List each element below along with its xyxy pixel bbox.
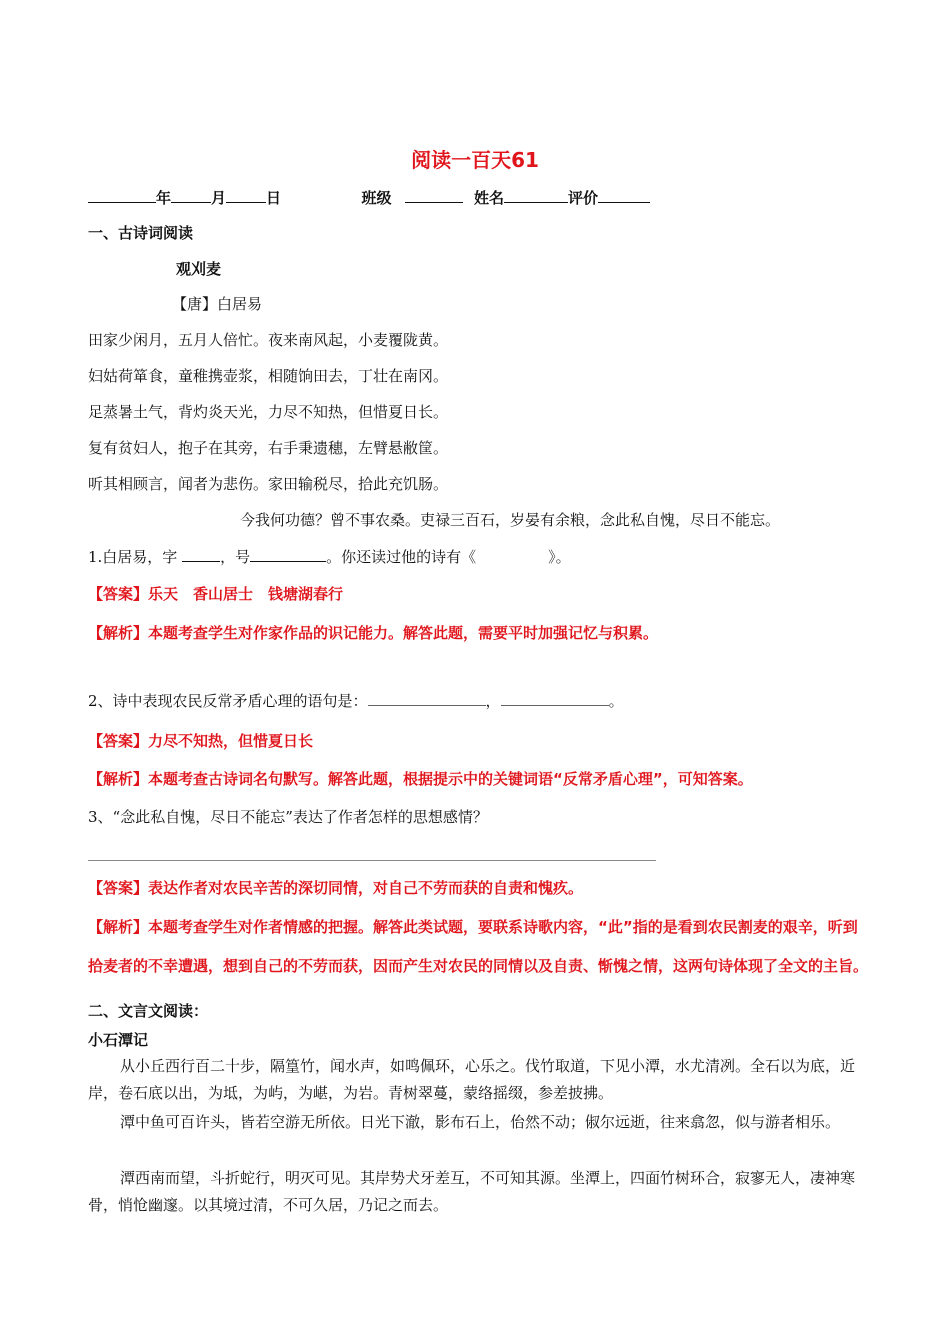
q3-answer-text: 表达作者对农民辛苦的深切同情，对自己不劳而获的自责和愧疚。 xyxy=(148,879,584,897)
answer-tag: 【答案】 xyxy=(88,732,149,750)
month-blank[interactable] xyxy=(171,186,211,203)
analysis-tag: 【解析】 xyxy=(88,770,149,788)
q1-answer xyxy=(88,583,343,605)
day-label: 日 xyxy=(266,189,282,207)
q1-analysis xyxy=(88,622,658,644)
essay-paragraph: 从小丘西行百二十步，隔篁竹，闻水声，如鸣佩环，心乐之。伐竹取道，下见小潭，水尤清冽。全石以为底，近岸，卷石底以出，为坻，为屿，为嵁，为岩。青树翠蔓，蒙络摇缀，参差披拂。 xyxy=(88,1057,856,1102)
q1-mid: ，号 xyxy=(220,548,251,566)
q2-analysis-text: 本题考查古诗词名句默写。解答此题，根据提示中的关键词语“反常矛盾心理”，可知答案。 xyxy=(148,770,753,788)
poem-line: 足蒸暑土气，背灼炎天光，力尽不知热，但惜夏日长。 xyxy=(88,403,449,421)
poem-line: 田家少闲月，五月人倍忙。夜来南风起，小麦覆陇黄。 xyxy=(88,331,449,349)
eval-label: 评价 xyxy=(568,189,599,207)
q3-analysis-text-1: 本题考查学生对作者情感的把握。解答此类试题，要联系诗歌内容，“此”指的是看到农民割麦的艰辛，听到 xyxy=(148,918,858,936)
month-label: 月 xyxy=(211,189,227,207)
q2-answer-text: 力尽不知热，但惜夏日长 xyxy=(148,732,314,750)
q2-answer xyxy=(88,730,313,752)
year-blank[interactable] xyxy=(88,186,156,203)
q3-answer xyxy=(88,877,583,899)
poem-line: 妇姑荷箪食，童稚携壶浆，相随饷田去，丁壮在南冈。 xyxy=(88,367,449,385)
question-1 xyxy=(88,545,571,568)
class-blank[interactable] xyxy=(405,186,463,203)
q2-blank-1[interactable] xyxy=(368,691,486,706)
q2-end: 。 xyxy=(608,692,624,710)
class-label: 班级 xyxy=(361,189,392,207)
essay-paragraph: 潭中鱼可百许头，皆若空游无所依。日光下澈，影布石上，佁然不动；俶尔远逝，往来翕忽，似与游者相乐。 xyxy=(120,1113,841,1131)
name-blank[interactable] xyxy=(504,186,568,203)
essay-title: 小石潭记 xyxy=(88,1031,149,1049)
poem-title: 观刈麦 xyxy=(176,260,222,278)
q1-prefix: 1.白居易，字 xyxy=(88,548,178,566)
question-3: 3、“念此私自愧，尽日不能忘”表达了作者怎样的思想感情？ xyxy=(88,808,488,826)
eval-blank[interactable] xyxy=(598,186,650,203)
q2-analysis xyxy=(88,768,753,790)
answer-tag: 【答案】 xyxy=(88,879,149,897)
day-blank[interactable] xyxy=(226,186,266,203)
header-form-line xyxy=(88,186,650,209)
q3-answer-line[interactable] xyxy=(88,860,656,861)
q1-suffix: 。你还读过他的诗有《 xyxy=(326,548,477,566)
year-label: 年 xyxy=(156,189,172,207)
q2-blank-2[interactable] xyxy=(501,691,609,706)
section1-heading: 一、古诗词阅读 xyxy=(88,224,194,242)
analysis-tag: 【解析】 xyxy=(88,918,149,936)
q2-comma: ， xyxy=(485,692,501,710)
q1-zi-blank[interactable] xyxy=(182,545,220,562)
q3-analysis-line-1 xyxy=(88,916,858,938)
analysis-tag: 【解析】 xyxy=(88,624,149,642)
q1-hao-blank[interactable] xyxy=(250,545,326,562)
poem-line: 复有贫妇人，抱子在其旁，右手秉遗穗，左臂悬敝筐。 xyxy=(88,439,449,457)
q3-analysis-line-2: 拾麦者的不幸遭遇，想到自己的不劳而获，因而产生对农民的同情以及自责、惭愧之情，这两句诗体现了全文的主旨。 xyxy=(88,957,869,975)
essay-paragraph: 潭西南而望，斗折蛇行，明灭可见。其岸势犬牙差互，不可知其源。坐潭上，四面竹树环合，寂寥无人，凄神寒骨，悄怆幽邃。以其境过清，不可久居，乃记之而去。 xyxy=(88,1169,856,1214)
question-2 xyxy=(88,690,624,712)
q1-analysis-text: 本题考查学生对作家作品的识记能力。解答此题，需要平时加强记忆与积累。 xyxy=(148,624,659,642)
name-label: 姓名 xyxy=(474,189,505,207)
poem-line: 今我何功德？曾不事农桑。吏禄三百石，岁晏有余粮，念此私自愧，尽日不能忘。 xyxy=(240,511,781,529)
section2-heading: 二、文言文阅读： xyxy=(88,1002,209,1020)
q2-text: 2、诗中表现农民反常矛盾心理的语句是： xyxy=(88,692,368,710)
poem-line: 听其相顾言，闻者为悲伤。家田输税尽，拾此充饥肠。 xyxy=(88,475,449,493)
q1-end: 》。 xyxy=(548,548,571,566)
page-title: 阅读一百天61 xyxy=(411,148,539,172)
answer-tag: 【答案】 xyxy=(88,585,149,603)
poem-author: 【唐】白居易 xyxy=(172,295,263,313)
q1-answer-text: 乐天 香山居士 钱塘湖春行 xyxy=(148,585,344,603)
